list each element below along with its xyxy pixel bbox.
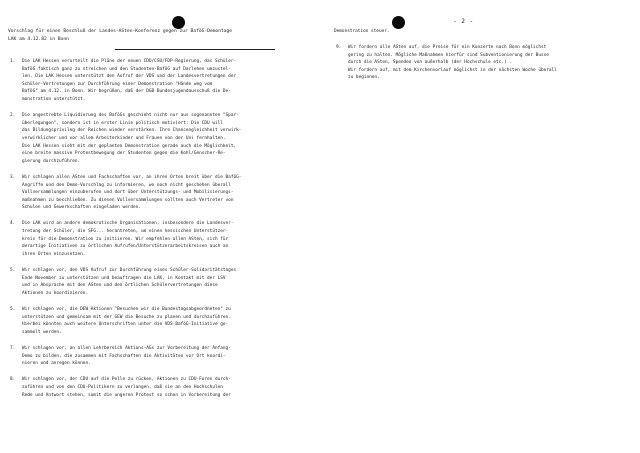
item-text-line: Die LAK Hessen sieht mit der geplanten Demonstration gerade auch die Möglichkeit, xyxy=(22,143,237,149)
item-text-line: sammelt werden. xyxy=(22,329,62,335)
document-heading xyxy=(8,28,308,43)
item-text-line: Die LAK Hessen verurteilt die Pläne der neuen CDU/CSU/FDP-Regierung, das Schüler- xyxy=(22,59,237,64)
item-text-line: monstration unterstützt. xyxy=(22,96,86,102)
resolution-item xyxy=(8,376,312,399)
item-text-line: durch die ASten, Spenden von außerhalb (der Hochschule etc.) . xyxy=(348,60,512,66)
item-text-line: Wir schlagen vor, an allen Lehrbereich Aktions-AGs zur Vorbereitung der Anfang- xyxy=(22,345,231,351)
resolution-item xyxy=(8,58,312,104)
right-page xyxy=(320,0,640,453)
item-text-line: BaföG faktisch ganz zu streichen und den Studenten-BaföG auf Darlehen umzustel- xyxy=(22,66,231,72)
item-text-line: len. Die LAK Hessen unterstützt den Aufruf der VDS und der Landesvertretungen der xyxy=(22,74,237,80)
item-text-line: Wir schlagen vor, die DEW Aktionen "Besuchen wir die Bundestagsabgeordneten" zu xyxy=(22,307,231,312)
item-text-line: Wir fordern auf, mit dem Kirchenvorlauf möglichst in der nächsten Woche überall xyxy=(348,67,557,73)
resolution-item xyxy=(8,306,312,336)
continuation-text: Demonstration steuer. xyxy=(334,29,390,34)
resolution-item xyxy=(8,267,312,297)
item-text-line: zu beginnen. xyxy=(348,75,380,81)
item-text-line: Schüler-Vertretungen zur Durchführung einer Demonstration "Hände weg vom xyxy=(22,81,213,87)
item-text-line: Hierbei könnten auch weitere Unterschriften unter die VDS-BaföG-Initiative ge- xyxy=(22,322,229,328)
resolution-item xyxy=(8,345,312,368)
item-number: 3. xyxy=(10,174,16,180)
item-text-line: derartige Initiativen zu örtlichen Aufrufen/Unterstützerarbeitskreisen auch an xyxy=(22,244,229,250)
item-text-line: Wir schlagen vor, den VDS Aufruf zur Durchführung eines Schüler-Solidaritätstages xyxy=(22,268,237,274)
item-text-line: eine breite massive Protestbewegung der Studenten gegen die Kohl/Genscher-Re- xyxy=(22,151,226,157)
item-number: 5. xyxy=(10,307,16,312)
resolution-list-continued xyxy=(334,44,634,82)
item-text-line: und in Absprache mit den ASten und den örtlichen Schülervertretungen diese xyxy=(22,283,218,289)
item-text-line: Wir schlagen vor, der CDU auf die Pelle zu rücken, Aktionen zu CDU-Foren durch- xyxy=(22,377,231,383)
item-number: 1. xyxy=(10,59,16,64)
heading-underline xyxy=(115,49,275,50)
item-text-line: BaföG" am 4.12. in Bonn. Wir begrüßen, daß der DGB Bundesjugendausschuß die De- xyxy=(22,89,231,95)
item-number: 5. xyxy=(10,268,16,274)
item-text-line: gierung durchzuführen. xyxy=(22,158,81,164)
item-text-line: Aktionen zu koordinieren. xyxy=(22,290,89,296)
item-number: 9. xyxy=(336,45,342,50)
item-text-line: ihren Orten einzusetzen. xyxy=(22,251,86,257)
item-text-line: Demo zu bilden, die zusammen mit Fachschaften die Aktivitäten vor Ort koordi- xyxy=(22,353,226,359)
item-text-line: das Bildungsprivileg der Reichen wieder verstärken. Ihre Chancengleichheit verwirk- xyxy=(22,128,242,134)
page-number: - 2 - xyxy=(453,18,474,25)
item-text-line: nieren und anregen können. xyxy=(22,361,91,367)
item-number: 8. xyxy=(10,377,16,383)
heading-line-2: LAK am 4.12.82 in Bonn xyxy=(8,36,69,42)
item-text-line: kreis für die Demonstration zu initiieren. Wir empfehlen allen ASten, sich für xyxy=(22,236,229,242)
item-text-line: überlegungen", sondern ist in erster Linie politisch motiviert: Die CDU will xyxy=(22,120,223,126)
item-text-line: gering zu halten. Mögliche Maßnahmen hierfür sind Subventionierung der Busse xyxy=(348,52,549,58)
heading-line-1: Vorschlag für einen Beschluß der Landes-ASten-Konferenz gegen zur BaföG-Demontage xyxy=(8,29,233,34)
item-text-line: Die LAK wird an andere demokratische Organisationen, insbesondere die Landesver- xyxy=(22,221,234,227)
resolution-item xyxy=(8,174,312,212)
item-text-line: tretung der Schüler, die SFG... herantreten, um einen hessischen Unterstützer- xyxy=(22,229,229,235)
item-text-line: zuführen und von den CDU-Politikern zu verlangen, daß sie an den Hochschulen xyxy=(22,384,223,390)
item-text-line: Die angestrebte Liquidierung des BaföGs geschieht nicht nur aus sogenannten "Spar- xyxy=(22,113,239,119)
item-text-line: Angriffe und den Demo-Vorschlag zu informieren, wo noch nicht geschehen überall xyxy=(22,182,231,188)
item-number: 2. xyxy=(10,113,16,119)
item-text-line: maßnahmen zu beschließen. Zu diesen Vollversammlungen sollten auch Vertreter von xyxy=(22,197,234,203)
item-text-line: unterstützen und gemeinsam mit der GEW die Besuche zu planen und durchzuführen. xyxy=(22,314,231,320)
item-text-line: Rede und Antwort stehen, somit die ungeren Protest so schon in Vorbereitung der xyxy=(22,392,231,398)
item-text-line: Schulen und Gewerkschaften eingeladen werden. xyxy=(22,205,141,211)
item-text-line: Wir schlagen allen ASten und Fachschaften vor, an ihren Orten breit über die BaföG- xyxy=(22,174,242,180)
item-number: 7. xyxy=(10,345,16,351)
resolution-item xyxy=(8,112,312,165)
item-text-line: Ende November zu unterstützen und beauftragen die LAK, in Kontakt mit der LSV xyxy=(22,275,226,281)
resolution-item xyxy=(8,220,312,258)
resolution-item xyxy=(334,44,634,82)
item-text-line: Wir fordern alle ASten auf, die Preise für ein Konzerte nach Bonn möglichst xyxy=(348,45,547,50)
item-text-line: Vollversammlungen einzuberufen und dort über Unterstützungs- und Mobilisierungs- xyxy=(22,190,234,196)
item-text-line: verwirklicher und vor allem Arbeiterkinder und Frauen von der Uni fernhalten. xyxy=(22,135,226,141)
item-number: 4. xyxy=(10,221,16,227)
resolution-list xyxy=(8,58,312,408)
